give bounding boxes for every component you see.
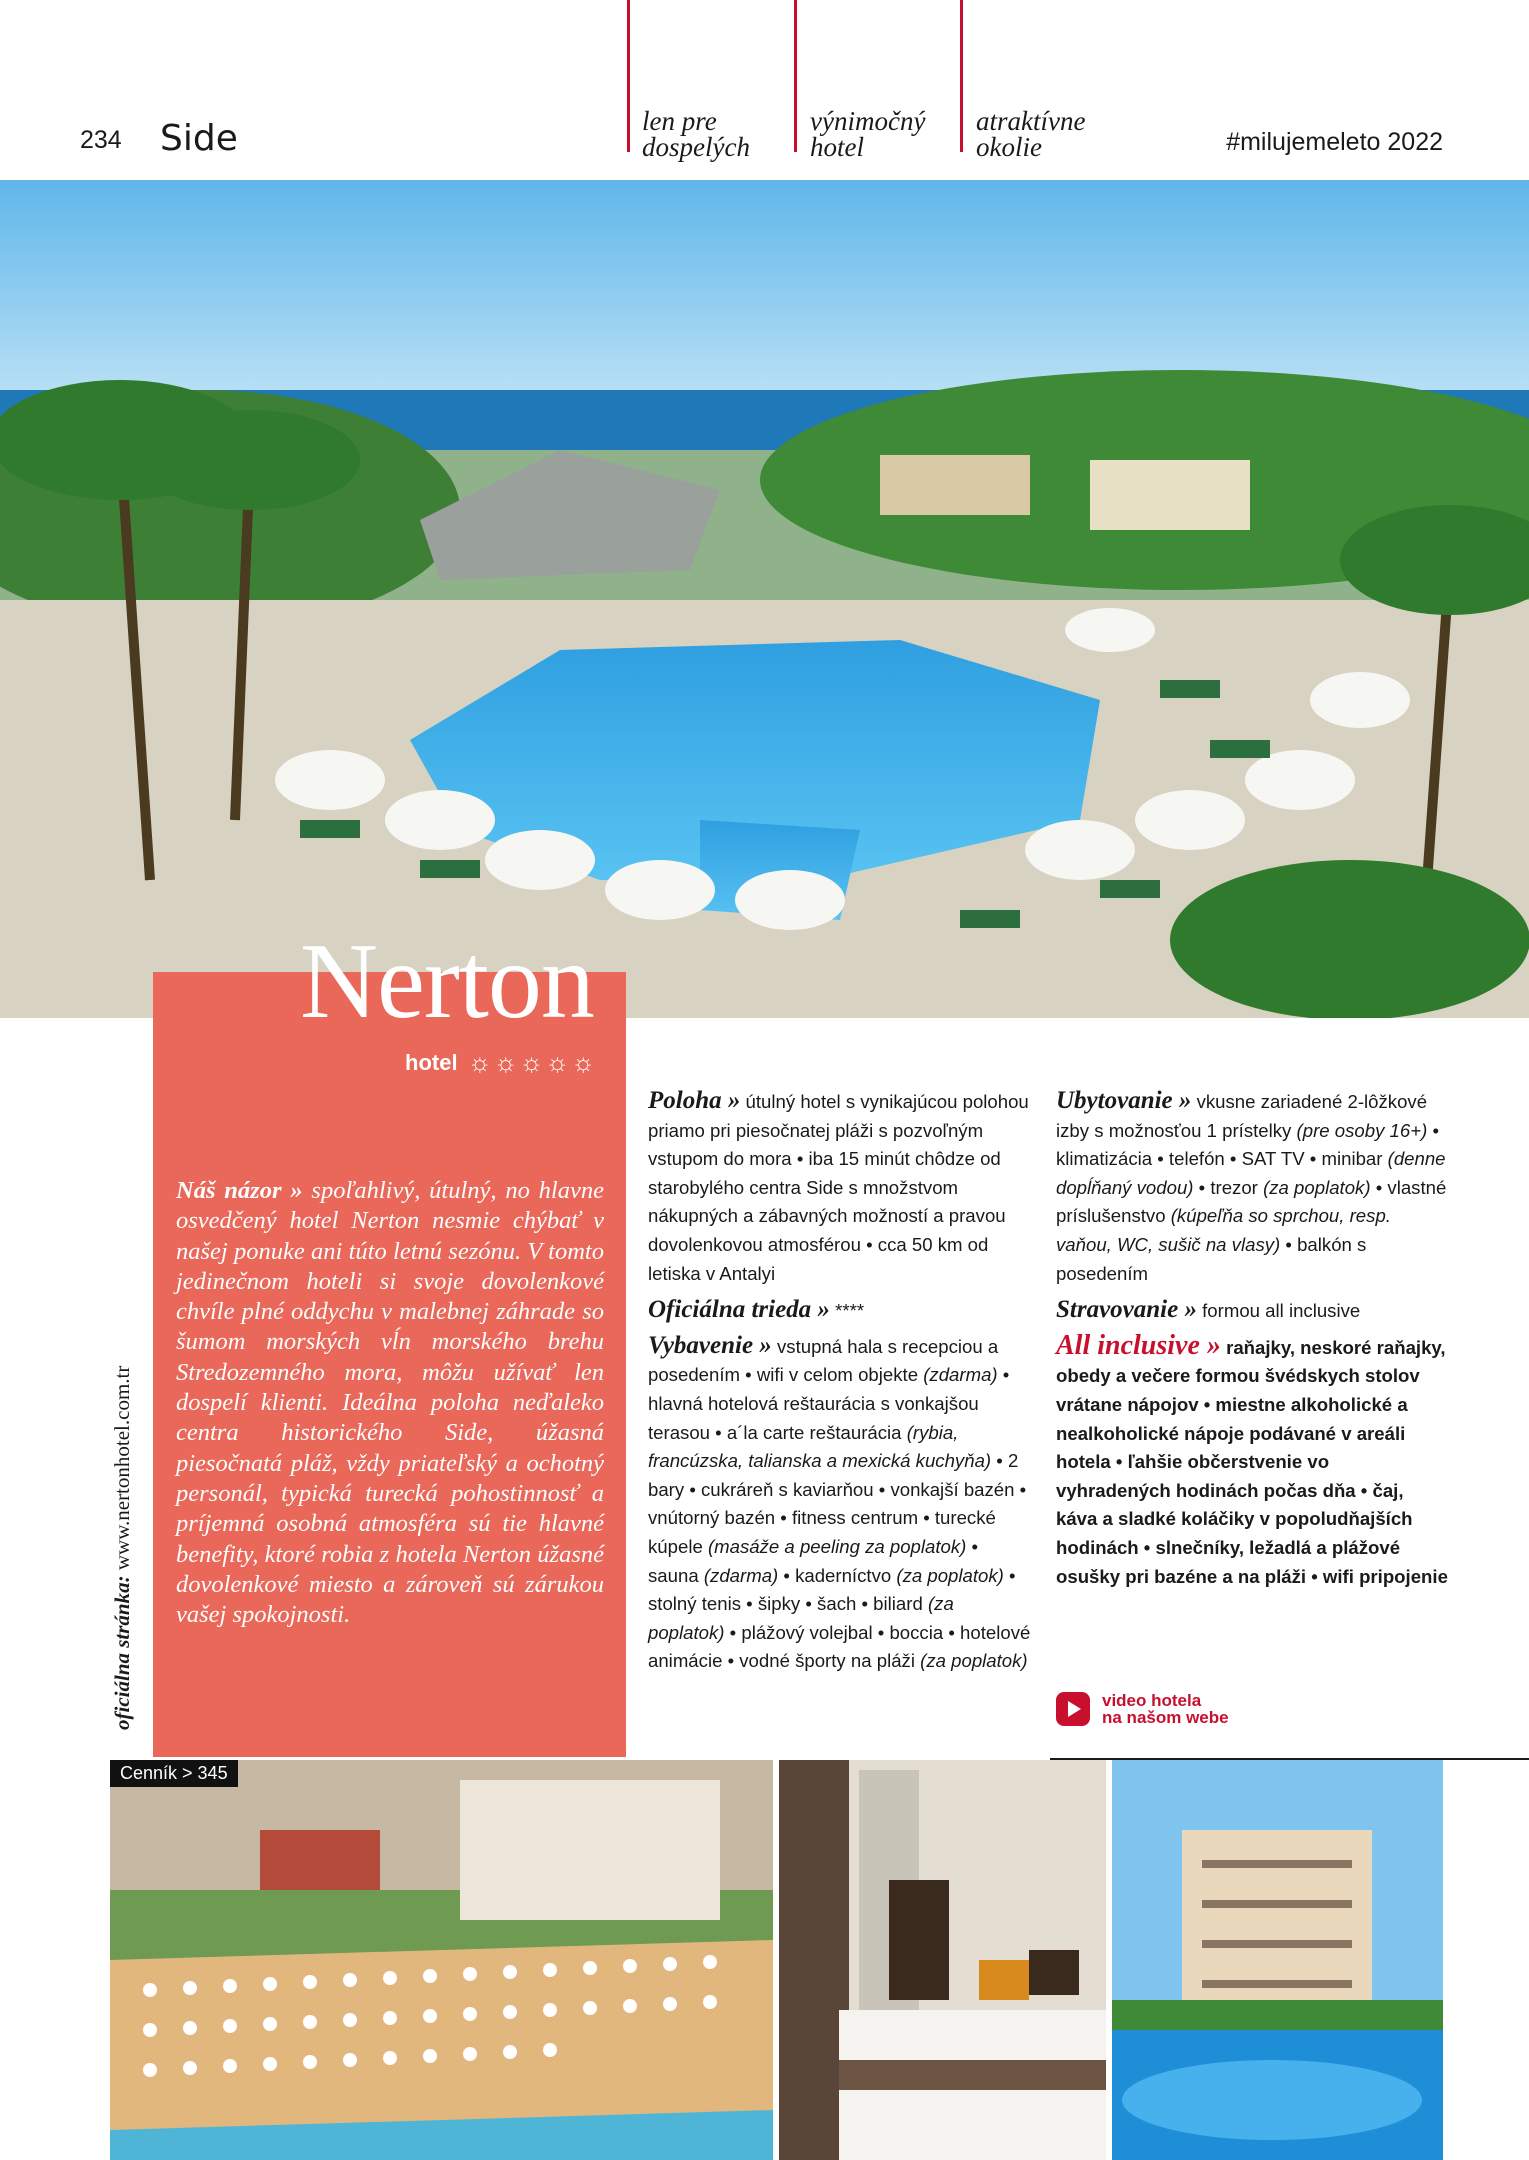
- boarding-heading: Stravovanie »: [1056, 1296, 1197, 1324]
- opinion-text: [176, 1176, 604, 1630]
- all-inclusive-heading: All inclusive »: [1056, 1329, 1221, 1361]
- equipment-note: (zdarma): [923, 1364, 998, 1386]
- sun-star-icon: ☼: [493, 1047, 518, 1077]
- accommodation-text: • klimatizácia • telefón • SAT TV • minibar: [1056, 1119, 1439, 1170]
- tag-line: okolie: [976, 132, 1042, 162]
- website-url[interactable]: www.nertonhotel.com.tr: [110, 1365, 134, 1571]
- tag-exceptional-hotel: [810, 108, 925, 160]
- official-class-heading: Oficiálna trieda »: [648, 1296, 830, 1324]
- column-accommodation-boarding: [1056, 1087, 1448, 1591]
- equipment-note: (masáže a peeling za poplatok): [707, 1535, 967, 1557]
- hotel-name: Nerton: [300, 922, 594, 1041]
- equipment-text: • sauna: [648, 1535, 979, 1586]
- play-icon[interactable]: [1056, 1692, 1090, 1726]
- price-list-tag[interactable]: Cenník > 345: [110, 1760, 238, 1787]
- header-divider: [960, 0, 963, 152]
- all-inclusive-text: raňajky, neskoré raňajky, obedy a večere formou švédskych stolov vrátane nápojov • miestne alkoholické a nealkoholické nápoje podávané v areáli hotela • ľahšie občerstvenie vo vyhradených hodinách počas dňa • čaj, káva a sladké koláčiky v popoludňajších hodinách • slnečníky, ležadlá a plážové osušky pri bazéne a na pláži • wifi pripojenie: [1056, 1336, 1448, 1587]
- tag-line: atraktívne: [976, 106, 1086, 136]
- equipment-note: (za poplatok): [896, 1564, 1004, 1586]
- hero-photo-pool: [0, 180, 1529, 1018]
- equipment-note: (rybia, francúzska, talianska a mexická kuchyňa): [648, 1421, 992, 1472]
- accommodation-text: • balkón s posedením: [1056, 1233, 1367, 1284]
- page-number: 234: [80, 126, 122, 154]
- tag-line: dospelých: [642, 132, 750, 162]
- equipment-text: • stolný tenis • šipky • šach • biliard: [648, 1564, 1016, 1615]
- equipment-section: [648, 1332, 1032, 1676]
- all-inclusive-section: [1056, 1329, 1448, 1591]
- official-class-section: [648, 1296, 1032, 1326]
- equipment-note: (za poplatok): [648, 1593, 954, 1643]
- sun-star-icon: ☼: [468, 1047, 492, 1077]
- website-label: oficiálna stránka:: [110, 1575, 134, 1730]
- accommodation-text: • vlastné príslušenstvo: [1056, 1176, 1447, 1227]
- tag-adults-only: [642, 108, 750, 160]
- photo-hotel-pool-building: [1112, 1760, 1443, 2160]
- accommodation-text: • trezor: [1198, 1176, 1258, 1198]
- location-text: útulný hotel s vynikajúcou polohou priamo pri piesočnatej pláži s pozvoľným vstupom do mora • iba 15 minút chôdze od starobylého centra Side s množstvom nákupných a zábavných možností a pravou dovolenkovou atmosférou • cca 50 km od letiska v Antalyi: [648, 1091, 1029, 1284]
- tag-line: výnimočný: [810, 106, 926, 136]
- official-class-stars: ****: [835, 1300, 865, 1322]
- equipment-text: • plážový volejbal • boccia • hotelové animácie • vodné športy na pláži: [648, 1621, 1031, 1672]
- accommodation-section: [1056, 1087, 1448, 1288]
- boarding-section: [1056, 1296, 1448, 1326]
- sun-star-icon: ☼: [571, 1047, 596, 1077]
- video-link[interactable]: [1056, 1692, 1229, 1726]
- hotel-rating-stars: [468, 1049, 595, 1075]
- header-divider: [627, 0, 630, 152]
- tag-line: hotel: [810, 132, 864, 162]
- hotel-type-label: hotel: [405, 1050, 458, 1075]
- destination-title: Side: [160, 118, 238, 159]
- sun-star-icon: ☼: [545, 1047, 570, 1077]
- equipment-note: (za poplatok): [920, 1650, 1028, 1672]
- sun-star-icon: ☼: [519, 1047, 544, 1077]
- accommodation-heading: Ubytovanie »: [1056, 1087, 1192, 1114]
- equipment-text: • kaderníctvo: [783, 1564, 892, 1586]
- video-label-line: na našom webe: [1102, 1708, 1229, 1727]
- location-heading: Poloha »: [648, 1087, 741, 1114]
- header-divider: [794, 0, 797, 152]
- video-label-line: video hotela: [1102, 1691, 1202, 1710]
- opinion-body: spoľahlivý, útulný, no hlavne osvedčený hotel Nerton nesmie chýbať v našej ponuke ani túto letnú sezónu. V tomto jedinečnom hoteli si svoje dovolenkové chvíle plné oddychu v malebnej záhrade so šumom morských vĺn morského brehu Stredozemného mora, môžu užívať len dospelí klienti. Ideálna poloha neďaleko centra historického Side, úžasná piesočnatá pláž, vždy priateľský a ochotný personál, typická turecká pohostinnosť a príjemná osobná atmosféra sú tie hlavné benefity, ktoré robia z hotela Nerton úžasné dovolenkové miesto a zároveň sú zárukou vašej spokojnosti.: [176, 1177, 604, 1629]
- equipment-text: • hlavná hotelová reštaurácia s vonkajšou terasou • a´la carte reštaurácia: [648, 1364, 1010, 1443]
- equipment-heading: Vybavenie »: [648, 1331, 772, 1359]
- website-vertical: [110, 1366, 135, 1730]
- tag-line: len pre: [642, 106, 717, 136]
- accommodation-note: (kúpeľňa so sprchou, resp. vaňou, WC, sušič na vlasy): [1056, 1205, 1391, 1255]
- boarding-text: formou all inclusive: [1202, 1300, 1361, 1322]
- equipment-text: vstupná hala s recepciou a posedením • wifi v celom objekte: [648, 1335, 999, 1386]
- video-label[interactable]: [1102, 1692, 1229, 1726]
- photo-hotel-room: [779, 1760, 1106, 2160]
- equipment-text: • 2 bary • cukráreň s kaviarňou • vonkajší bazén • vnútorný bazén • fitness centrum • turecké kúpele: [648, 1450, 1027, 1557]
- accommodation-note: (pre osoby 16+): [1296, 1119, 1428, 1141]
- accommodation-note: (denne dopĺňaný vodou): [1056, 1148, 1446, 1198]
- accommodation-text: vkusne zariadené 2-lôžkové izby s možnosťou 1 prístelky: [1056, 1091, 1428, 1141]
- location-section: [648, 1087, 1032, 1288]
- opinion-title: Náš názor »: [176, 1177, 303, 1204]
- accommodation-note: (za poplatok): [1263, 1176, 1371, 1198]
- photo-aerial-beach: [110, 1760, 773, 2160]
- equipment-note: (zdarma): [703, 1564, 779, 1586]
- column-location-equipment: [648, 1087, 1032, 1676]
- hashtag: #milujemeleto 2022: [1226, 128, 1443, 156]
- tag-attractive-surroundings: [976, 108, 1085, 160]
